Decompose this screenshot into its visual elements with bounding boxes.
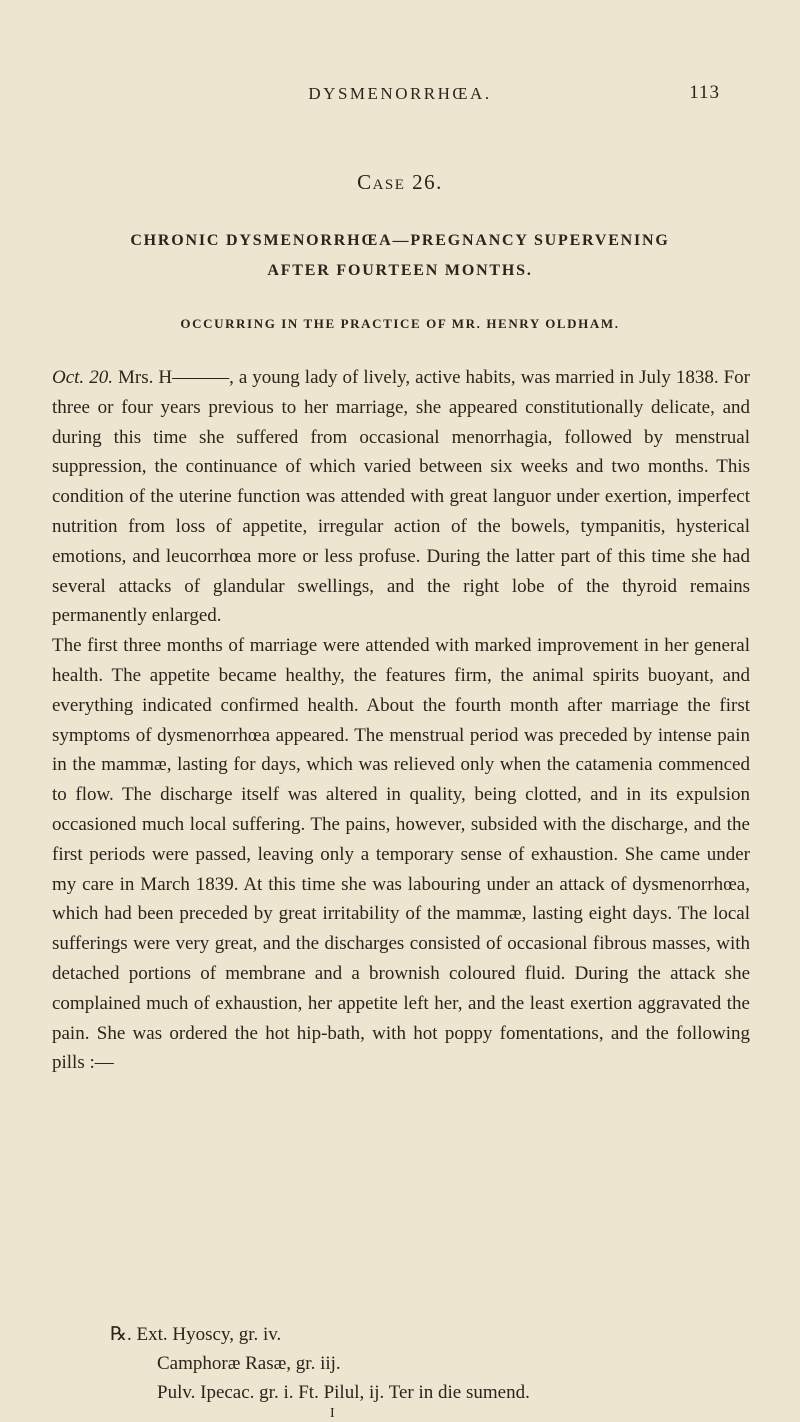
case-heading-line-2: AFTER FOURTEEN MONTHS. [267, 262, 533, 279]
paragraph [52, 631, 750, 1078]
case-heading-line-1: CHRONIC DYSMENORRHŒA—PREGNANCY SUPERVENING [130, 232, 670, 249]
running-head-title: DYSMENORRHŒA. [308, 84, 492, 103]
prescription-line: Camphoræ Rasæ, gr. iij. [157, 1353, 341, 1374]
paragraph [52, 363, 750, 631]
running-head [0, 84, 800, 114]
case-title: Case 26. [357, 170, 443, 194]
entry-date: Oct. 20. [52, 367, 113, 388]
practitioner-credit: OCCURRING IN THE PRACTICE OF MR. HENRY OLDHAM. [180, 316, 620, 331]
signature-mark: I [330, 1406, 335, 1421]
paragraph-text: Mrs. H———, a young lady of lively, active habits, was married in July 1838. For three or four years previous to her marriage, she appeared constitutionally delicate, and during this time she suffered from occasional menorrhagia, followed by menstrual suppression, the continuance of which varied between six weeks and two months. This condition of the uterine function was attended with great languor under exertion, imperfect nutrition from loss of appetite, irregular action of the bowels, tympanitis, hysterical emotions, and leucorrhœa more or less profuse. During the latter part of this time she had several attacks of glandular swellings, and the right lobe of the thyroid remains permanently enlarged. [52, 367, 750, 627]
page-number: 113 [689, 82, 720, 103]
prescription-line: ℞. Ext. Hyoscy, gr. iv. [110, 1324, 282, 1345]
prescription [110, 1320, 750, 1407]
paragraph-text: The first three months of marriage were attended with marked improvement in her general health. The appetite became healthy, the features firm, the animal spirits buoyant, and everything indicated confirmed health. About the fourth month after marriage the first symptoms of dysmenorrhœa appeared. The menstrual period was preceded by intense pain in the mammæ, lasting for days, which was relieved only when the catamenia commenced to flow. The discharge itself was altered in quality, being clotted, and in its expulsion occasioned much local suffering. The pains, however, subsided with the discharge, and the first periods were passed, leaving only a temporary sense of exhaustion. She came under my care in March 1839. At this time she was labouring under an attack of dysmenorrhœa, which had been preceded by great irritability of the mammæ, lasting eight days. The local sufferings were very great, and the discharges consisted of occasional fibrous masses, with detached portions of membrane and a brownish coloured fluid. During the attack she complained much of exhaustion, her appetite left her, and the least exertion aggravated the pain. She was ordered the hot hip-bath, with hot poppy fomentations, and the following pills :— [52, 635, 750, 1074]
case-body [52, 363, 750, 1078]
prescription-line: Pulv. Ipecac. gr. i. Ft. Pilul, ij. Ter in die sumend. [157, 1382, 530, 1403]
